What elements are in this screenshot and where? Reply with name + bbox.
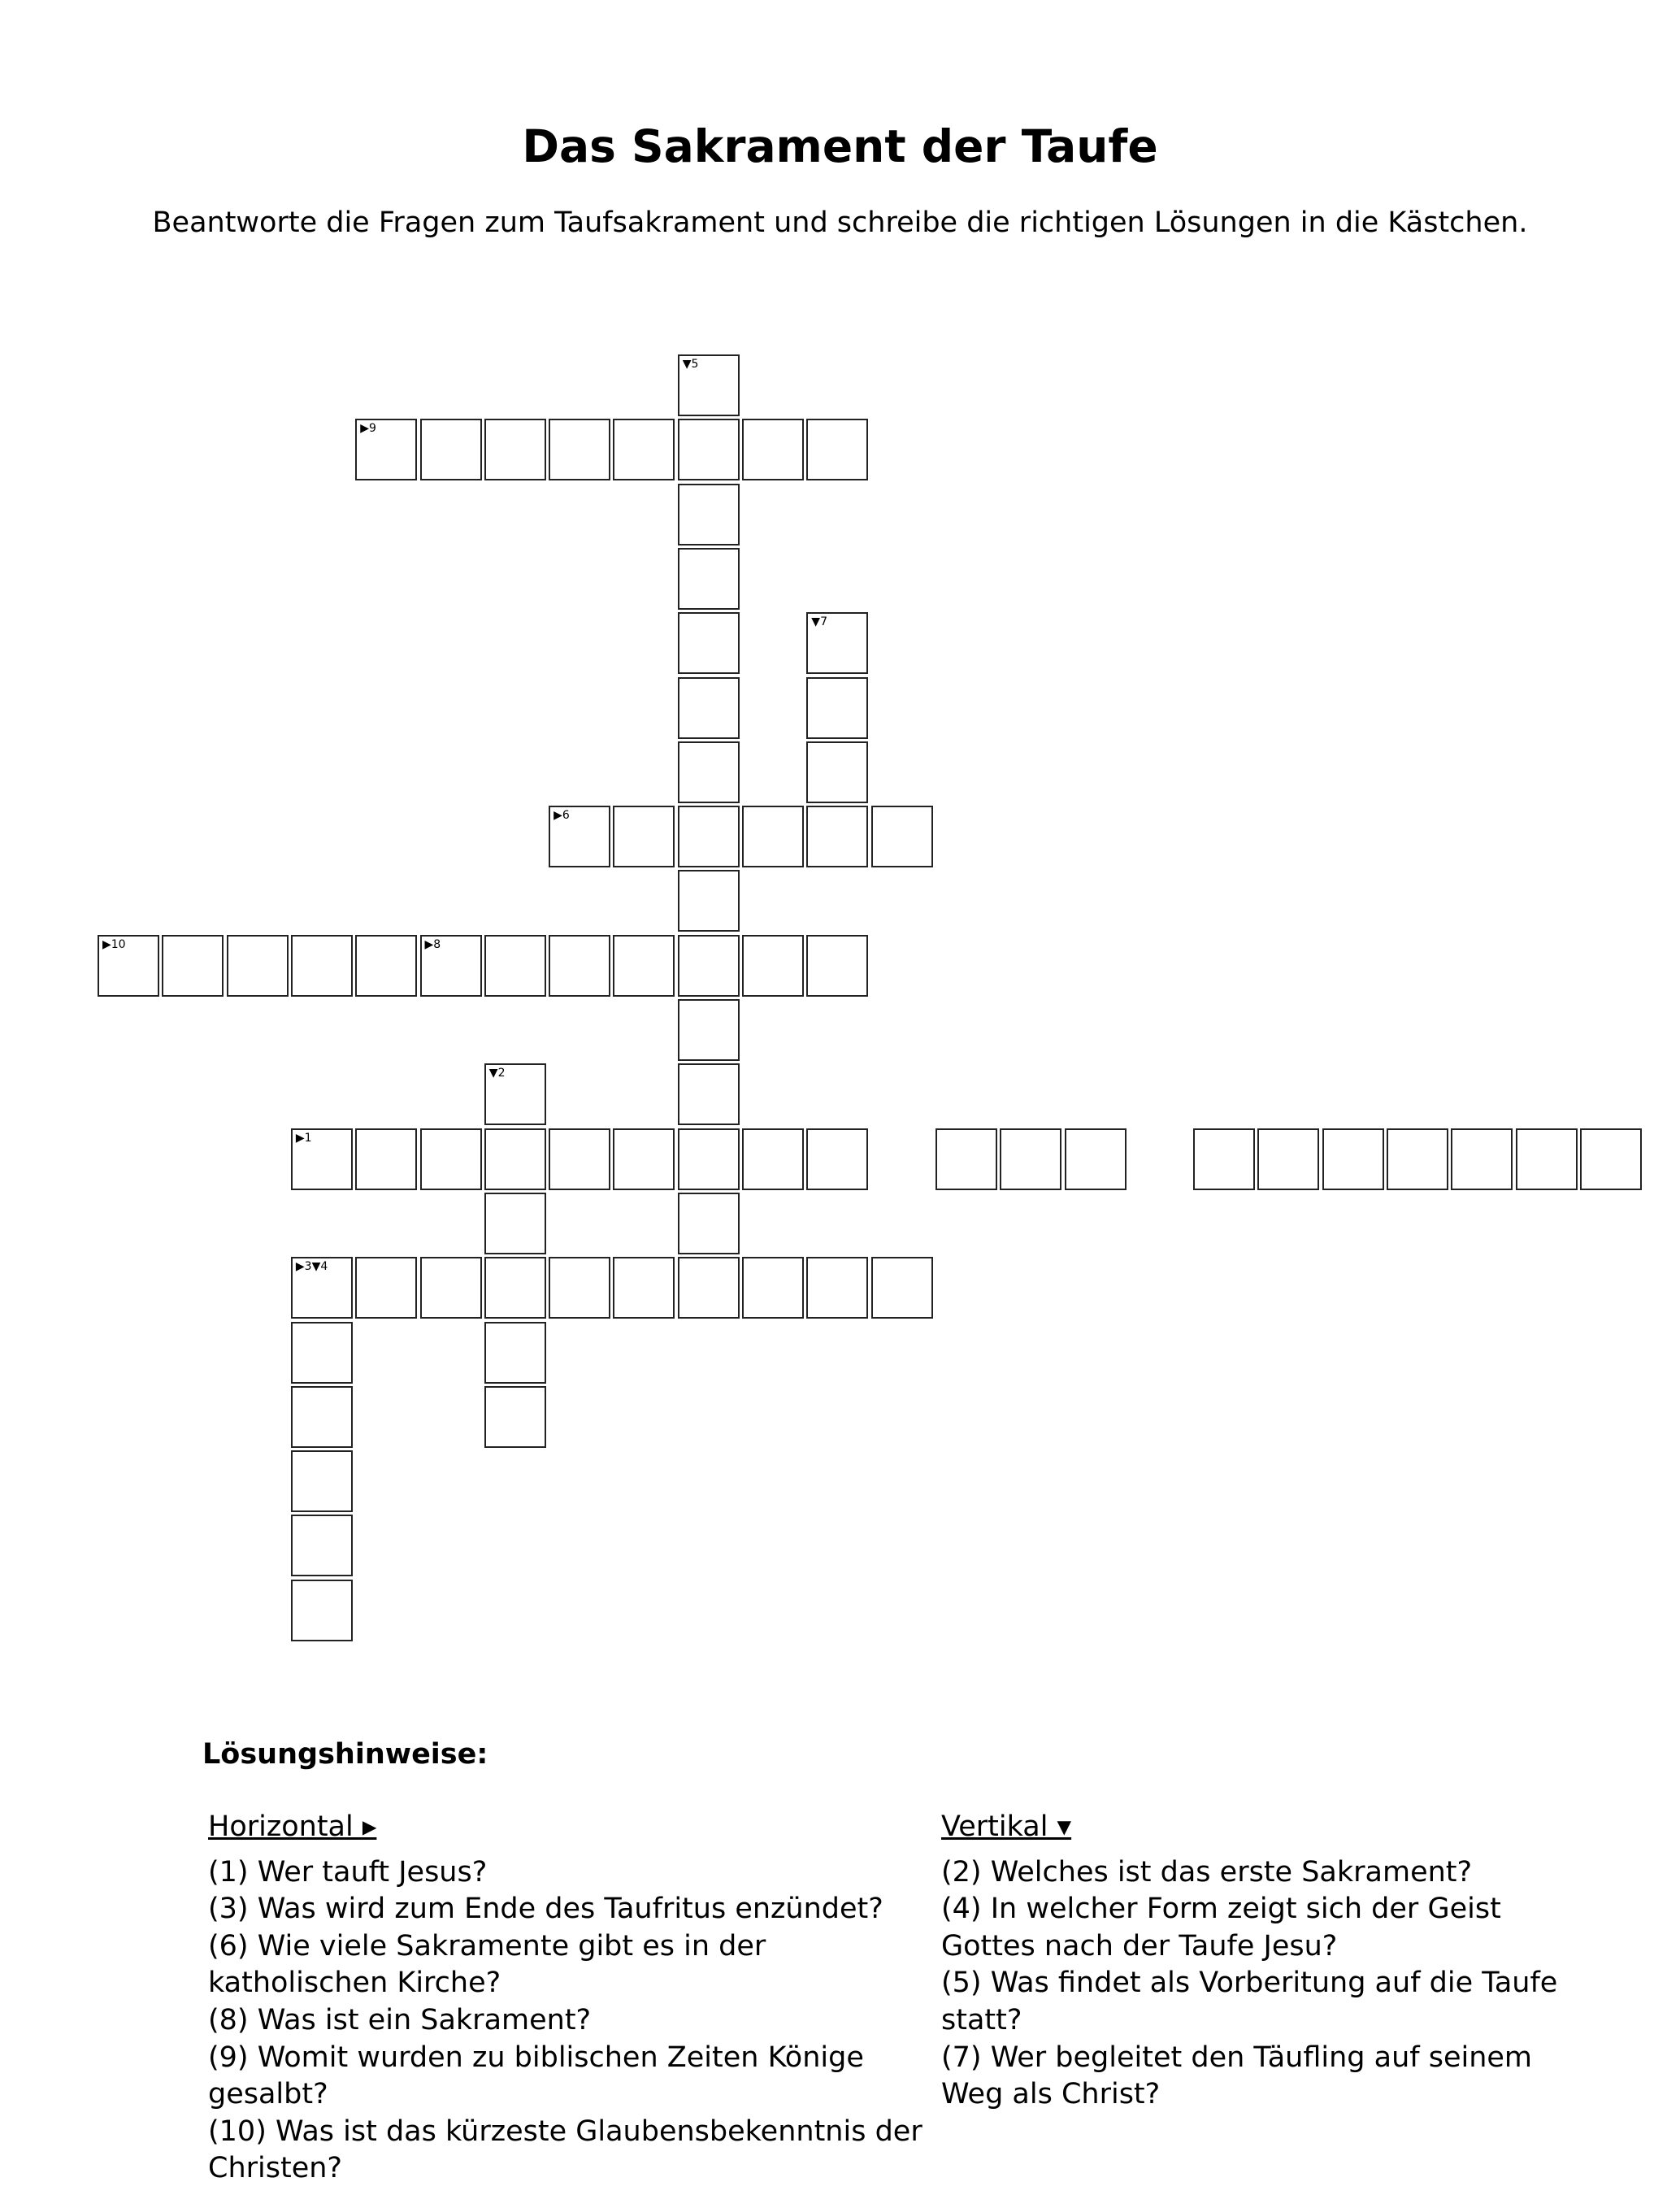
crossword-cell[interactable] xyxy=(742,419,804,480)
crossword-cell[interactable] xyxy=(1193,1128,1255,1190)
crossword-cell[interactable] xyxy=(420,1128,482,1190)
crossword-cell[interactable] xyxy=(806,935,868,997)
crossword-cell[interactable] xyxy=(1257,1128,1319,1190)
crossword-cell[interactable] xyxy=(742,935,804,997)
crossword-cell[interactable] xyxy=(1516,1128,1578,1190)
crossword-cell[interactable] xyxy=(549,935,610,997)
crossword-cell[interactable] xyxy=(806,806,868,867)
crossword-cell[interactable] xyxy=(678,612,740,674)
clue-number: ▶6 xyxy=(553,809,570,823)
vertical-heading: Vertikal ▾ xyxy=(941,1810,1072,1843)
clue-2: (2) Welches ist das erste Sakrament? xyxy=(941,1855,1473,1889)
clue-3: (3) Was wird zum Ende des Taufritus enzündet? xyxy=(208,1893,883,1926)
crossword-cell[interactable] xyxy=(162,935,224,997)
clue-7: (7) Wer begleitet den Täufling auf seinem Weg als Christ? xyxy=(941,2041,1533,2111)
crossword-cell[interactable] xyxy=(484,1257,546,1319)
crossword-cell[interactable] xyxy=(806,677,868,739)
crossword-cell[interactable] xyxy=(484,1128,546,1190)
crossword-cell[interactable] xyxy=(355,1128,417,1190)
crossword-cell[interactable] xyxy=(613,935,675,997)
clue-number: ▼5 xyxy=(682,358,699,371)
horizontal-clues xyxy=(208,1809,923,2188)
clue-number: ▶3▼4 xyxy=(295,1260,328,1274)
clue-number: ▼2 xyxy=(488,1067,506,1080)
crossword-cell[interactable] xyxy=(549,1128,610,1190)
crossword-cell[interactable] xyxy=(678,1193,740,1254)
hints-heading: Lösungshinweise: xyxy=(202,1738,488,1771)
clue-5: (5) Was findet als Vorberitung auf die Taufe statt? xyxy=(941,1967,1558,2036)
crossword-cell[interactable] xyxy=(1000,1128,1061,1190)
crossword-cell[interactable] xyxy=(806,1257,868,1319)
crossword-cell[interactable] xyxy=(291,1515,353,1576)
crossword-cell[interactable] xyxy=(613,1257,675,1319)
clue-number: ▶8 xyxy=(424,937,441,951)
instructions: Beantworte die Fragen zum Taufsakrament und schreibe die richtigen Lösungen in die Kästchen. xyxy=(152,206,1528,239)
clue-number: ▼7 xyxy=(811,615,827,629)
crossword-cell[interactable] xyxy=(678,741,740,803)
crossword-cell[interactable] xyxy=(613,806,675,867)
crossword-cell[interactable] xyxy=(678,419,740,480)
crossword-cell[interactable] xyxy=(1387,1128,1448,1190)
crossword-cell[interactable] xyxy=(613,419,675,480)
crossword-cell[interactable] xyxy=(1065,1128,1127,1190)
crossword-cell[interactable] xyxy=(98,935,159,997)
crossword-cell[interactable] xyxy=(678,677,740,739)
crossword-cell[interactable] xyxy=(871,806,933,867)
crossword-cell[interactable] xyxy=(355,1257,417,1319)
crossword-cell[interactable] xyxy=(678,354,740,416)
clue-number: ▶10 xyxy=(102,937,126,951)
crossword-cell[interactable] xyxy=(291,1450,353,1512)
crossword-cell[interactable] xyxy=(1451,1128,1513,1190)
crossword-cell[interactable] xyxy=(678,870,740,932)
crossword-cell[interactable] xyxy=(227,935,289,997)
crossword-cell[interactable] xyxy=(742,1128,804,1190)
crossword-cell[interactable] xyxy=(678,548,740,610)
crossword-cell[interactable] xyxy=(291,935,353,997)
crossword-cell[interactable] xyxy=(936,1128,997,1190)
crossword-cell[interactable] xyxy=(1322,1128,1384,1190)
clue-8: (8) Was ist ein Sakrament? xyxy=(208,2003,592,2036)
crossword-cell[interactable] xyxy=(420,935,482,997)
crossword-cell[interactable] xyxy=(806,419,868,480)
crossword-cell[interactable] xyxy=(549,806,610,867)
crossword-cell[interactable] xyxy=(678,999,740,1061)
clue-10: (10) Was ist das kürzeste Glaubensbekenntnis der Christen? xyxy=(208,2115,922,2185)
crossword-cell[interactable] xyxy=(806,1128,868,1190)
clue-9: (9) Womit wurden zu biblischen Zeiten Könige gesalbt? xyxy=(208,2041,864,2111)
crossword-cell[interactable] xyxy=(484,935,546,997)
vertical-clues xyxy=(941,1809,1591,2114)
crossword-cell[interactable] xyxy=(484,1063,546,1125)
crossword-cell[interactable] xyxy=(549,1257,610,1319)
crossword-cell[interactable] xyxy=(678,806,740,867)
horizontal-heading: Horizontal ▸ xyxy=(208,1810,377,1843)
crossword-cell[interactable] xyxy=(742,1257,804,1319)
page-title: Das Sakrament der Taufe xyxy=(522,120,1158,172)
crossword-cell[interactable] xyxy=(420,1257,482,1319)
crossword-cell[interactable] xyxy=(871,1257,933,1319)
crossword-cell[interactable] xyxy=(678,1257,740,1319)
crossword-cell[interactable] xyxy=(613,1128,675,1190)
crossword-cell[interactable] xyxy=(355,419,417,480)
crossword-cell[interactable] xyxy=(678,484,740,545)
crossword-cell[interactable] xyxy=(291,1580,353,1641)
crossword-cell[interactable] xyxy=(484,1386,546,1448)
crossword-cell[interactable] xyxy=(420,419,482,480)
crossword-cell[interactable] xyxy=(806,612,868,674)
crossword-cell[interactable] xyxy=(291,1257,353,1319)
clue-4: (4) In welcher Form zeigt sich der Geist Gottes nach der Taufe Jesu? xyxy=(941,1893,1501,1962)
crossword-cell[interactable] xyxy=(549,419,610,480)
crossword-cell[interactable] xyxy=(678,1128,740,1190)
crossword-cell[interactable] xyxy=(742,806,804,867)
crossword-cell[interactable] xyxy=(678,935,740,997)
clue-number: ▶1 xyxy=(295,1131,312,1145)
crossword-cell[interactable] xyxy=(1580,1128,1642,1190)
crossword-cell[interactable] xyxy=(484,1322,546,1384)
crossword-cell[interactable] xyxy=(291,1386,353,1448)
clue-number: ▶9 xyxy=(360,422,376,436)
crossword-cell[interactable] xyxy=(806,741,868,803)
crossword-cell[interactable] xyxy=(484,1193,546,1254)
crossword-cell[interactable] xyxy=(678,1063,740,1125)
clue-6: (6) Wie viele Sakramente gibt es in der katholischen Kirche? xyxy=(208,1929,766,2000)
crossword-cell[interactable] xyxy=(291,1128,353,1190)
crossword-cell[interactable] xyxy=(355,935,417,997)
crossword-cell[interactable] xyxy=(484,419,546,480)
crossword-cell[interactable] xyxy=(291,1322,353,1384)
clue-1: (1) Wer tauft Jesus? xyxy=(208,1855,488,1889)
